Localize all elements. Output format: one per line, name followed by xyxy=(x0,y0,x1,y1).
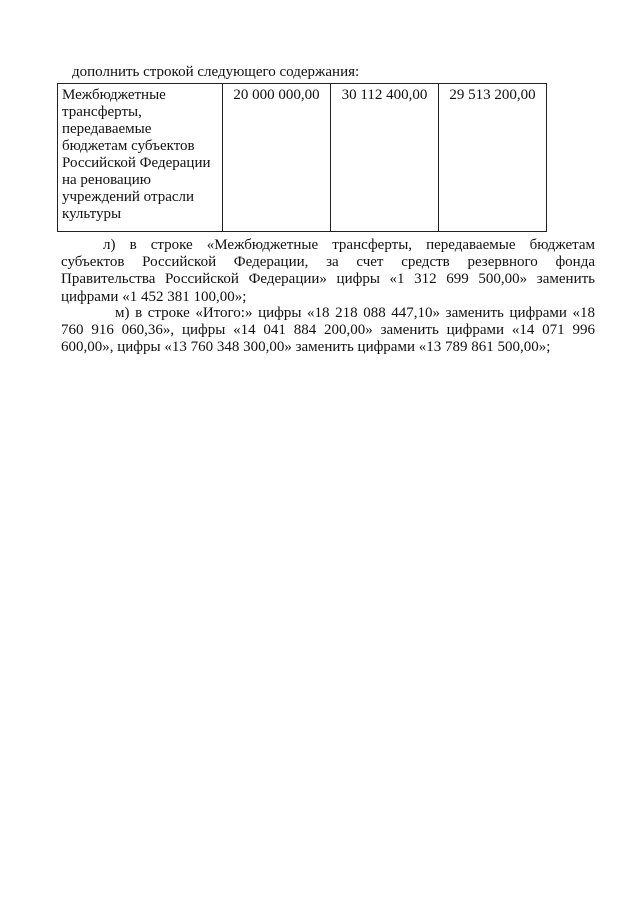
table-cell-value-2: 30 112 400,00 xyxy=(331,84,439,232)
paragraph-l xyxy=(61,237,595,306)
budget-table xyxy=(57,83,547,232)
paragraph-m-text: м) в строке «Итого:» цифры «18 218 088 447,10» заменить цифрами «18 760 916 060,36», цифры «14 041 884 200,00» заменить цифрами «14 071 996 600,00», цифры «13 760 348 300,00» заменить цифрами «13 789 861 500,00»; xyxy=(61,305,595,356)
table-row xyxy=(58,84,547,232)
table-cell-name: Межбюджетные трансферты, передаваемые бюджетам субъектов Российской Федерации на реновацию учреждений отрасли культуры xyxy=(58,84,223,232)
paragraph-l-text: л) в строке «Межбюджетные трансферты, передаваемые бюджетам субъектов Российской Федерации, за счет средств резервного фонда Правительства Российской Федерации» цифры «1 312 699 500,00» заменить цифрами «1 452 381 100,00»; xyxy=(61,237,595,305)
table-cell-value-1: 20 000 000,00 xyxy=(223,84,331,232)
intro-text: дополнить строкой следующего содержания: xyxy=(72,64,360,80)
table-cell-value-3: 29 513 200,00 xyxy=(439,84,547,232)
paragraph-m xyxy=(61,305,595,357)
